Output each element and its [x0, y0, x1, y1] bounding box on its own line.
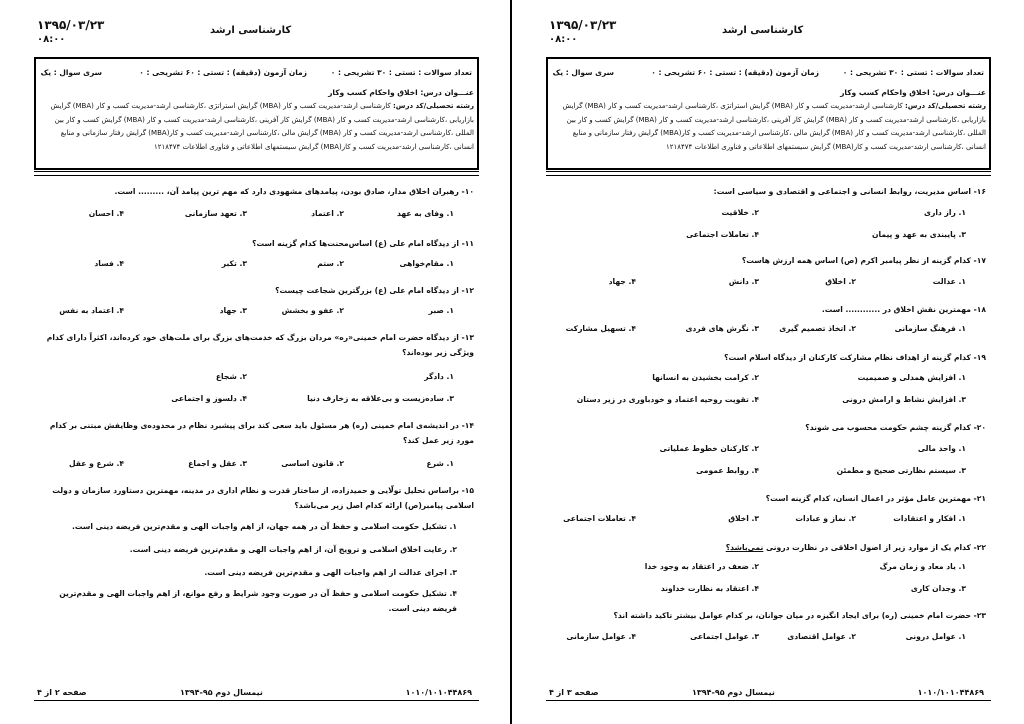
option[interactable]: ۲. عوامل اقتصادی — [787, 632, 856, 641]
option[interactable]: ۲. کارکنان خطوط عملیاتی — [659, 444, 759, 453]
question-18: ۱۸- مهمترین نقش اخلاق در ............ است. — [821, 305, 986, 314]
field-label: رشته تحصیلی/کد درس: — [392, 102, 474, 110]
question-10: ۱۰- رهبران اخلاق مدار، صادق بودن، پیامدهای مشهودی دارد که مهم ترین پیامد آن، ......... است. — [114, 187, 474, 196]
option[interactable]: ۲. خلاقیت — [721, 208, 759, 217]
field-of-study — [556, 100, 986, 154]
option[interactable]: ۱. فرهنگ سازمانی — [894, 324, 966, 333]
option[interactable]: ۳. دانش — [728, 277, 759, 286]
option[interactable]: ۱. دادگر — [424, 372, 454, 381]
field-value: کارشناسی ارشد-مدیریت کسب و کار (MBA) گرایش استراتژی ،کارشناسی ارشد-مدیریت کسب و کار (MBA) گرایش بازاریابی ،کارشناسی ارشد-مدیریت کسب و کار (MBA) گرایش کار آفرینی ،کارشناسی ارشد-مدیریت کسب و کار (MBA) گرایش کسب و کار بین المللی ،کارشناسی ارشد-مدیریت کسب و کار (MBA) گرایش مالی ،کارشناسی ارشد-مدیریت کسب و کار(MBA) گرایش رفتار سازمانی و منابع انسانی ،کارشناسی ارشد-مدیریت کسب و کار(MBA) گرایش سیستمهای اطلاعاتی و فناوری اطلاعات ۱۲۱۸۴۷۴ — [50, 102, 474, 151]
option[interactable]: ۲. شجاع — [215, 372, 247, 381]
option[interactable]: ۳. افزایش نشاط و ارامش درونی — [842, 395, 966, 404]
question-17: ۱۷- کدام گزینه از نظر پیامبر اکرم (ص) اساس همه ارزش هاست؟ — [741, 256, 986, 265]
option[interactable]: ۳. تعهد سازمانی — [184, 209, 247, 218]
exam-date: ۱۳۹۵/۰۳/۲۳ — [37, 18, 105, 32]
option[interactable]: ۱. افزایش همدلی و صمیمیت — [857, 373, 966, 382]
option[interactable]: ۴. روابط عمومی — [696, 466, 759, 475]
question-11: ۱۱- از دیدگاه امام علی (ع) اساس‌محنت‌ها کدام گزینه است؟ — [252, 239, 474, 248]
option[interactable]: ۴. تسهیل مشارکت — [565, 324, 636, 333]
exam-type: کارشناسی ارشد — [722, 25, 804, 36]
series — [553, 68, 614, 77]
option[interactable]: ۲. رعایت اخلاق اسلامی و ترویج آن، از اهم واجبات الهی و مقدم‌ترین فریضه دینی است. — [129, 545, 457, 554]
option[interactable]: ۱. تشکیل حکومت اسلامی و حفظ آن در همه جهان، از اهم واجبات الهی و مقدم‌ترین فریضه دینی است. — [72, 522, 457, 531]
series-value: یک — [552, 68, 564, 77]
question-19: ۱۹- کدام گزینه از اهداف نظام مشارکت کارکنان از دیدگاه اسلام است؟ — [724, 353, 986, 362]
question-count: تعداد سوالات : تستی : ۳۰ تشریحی : ۰ — [842, 68, 984, 77]
option[interactable]: ۳. نگرش های فردی — [685, 324, 759, 333]
option[interactable]: ۱. عوامل درونی — [905, 632, 966, 641]
separator — [546, 171, 991, 176]
exam-time: زمان آزمون (دقیقه) : تستی : ۶۰ تشریحی : ۰ — [139, 68, 307, 77]
footer-rule — [34, 700, 479, 701]
course-label: عنـــوان درس: — [932, 88, 986, 97]
field-label: رشته تحصیلی/کد درس: — [904, 102, 986, 110]
option[interactable]: ۱. شرع — [426, 459, 454, 468]
barcode: ۱۰۱۰/۱۰۱۰۴۴۸۶۹ — [405, 688, 472, 697]
question-16: ۱۶- اساس مدیریت، روابط انسانی و اجتماعی و اقتصادی و سیاسی است: — [713, 187, 986, 196]
series-label: سری سوال : — [53, 68, 102, 77]
question-14: ۱۴- در اندیشه‌ی امام خمینی (ره) هر مسئول باید سعی کند برای پیشبرد نظام در محدوده‌ی وظایفش مبتنی بر کدام مورد زیر عمل کند؟ — [49, 421, 474, 445]
option[interactable]: ۴. تعاملات اجتماعی — [686, 230, 759, 239]
course-title — [840, 88, 986, 97]
option[interactable]: ۳. ساده‌زیست و بی‌علاقه به زخارف دنیا — [307, 394, 454, 403]
option[interactable]: ۴. تشکیل حکومت اسلامی و حفظ آن در صورت وجود شرایط و رفع موانع، از اهم واجبات الهی و مقدم‌ترین فریضه دینی است. — [59, 589, 457, 613]
option[interactable]: ۲. نماز و عبادات — [795, 514, 856, 523]
option[interactable]: ۴. شرع و عقل — [69, 459, 124, 468]
course-value: اخلاق واحکام کسب وکار — [840, 88, 930, 97]
option[interactable]: ۳. عوامل اجتماعی — [690, 632, 759, 641]
option[interactable]: ۲. عفو و بخشش — [281, 306, 344, 315]
exam-time-code: ۰۸:۰۰ — [549, 34, 578, 45]
option[interactable]: ۲. ضعف در اعتقاد به وجود خدا — [644, 562, 759, 571]
series-label: سری سوال : — [565, 68, 614, 77]
footer-rule — [546, 700, 991, 701]
question-15: ۱۵- براساس تحلیل تولّایی و حمیدزاده، از ساختار قدرت و نظام اداری در مدینه، مهمترین دستاورد سازمان و دولت اسلامی پیامبر(ص) ارائه کدام اصل زیر می‌باشد؟ — [52, 486, 474, 510]
field-value: کارشناسی ارشد-مدیریت کسب و کار (MBA) گرایش استراتژی ،کارشناسی ارشد-مدیریت کسب و کار (MBA) گرایش بازاریابی ،کارشناسی ارشد-مدیریت کسب و کار (MBA) گرایش کار آفرینی ،کارشناسی ارشد-مدیریت کسب و کار (MBA) گرایش کسب و کار بین المللی ،کارشناسی ارشد-مدیریت کسب و کار (MBA) گرایش مالی ،کارشناسی ارشد-مدیریت کسب و کار(MBA) گرایش رفتار سازمانی و منابع انسانی ،کارشناسی ارشد-مدیریت کسب و کار(MBA) گرایش سیستمهای اطلاعاتی و فناوری اطلاعات ۱۲۱۸۴۷۴ — [562, 102, 986, 151]
exam-page-right — [512, 0, 1024, 724]
question-23: ۲۳- حضرت امام خمینی (ره) برای ایجاد انگیزه در میان جوانان، بر کدام عوامل بیشتر تاکید داشته اند؟ — [613, 611, 986, 620]
option[interactable]: ۳. سیستم نظارتی صحیح و مطمئن — [836, 466, 966, 475]
option[interactable]: ۴. اعتقاد به نظارت خداوند — [660, 584, 759, 593]
option[interactable]: ۳. اجرای عدالت از اهم واجبات الهی و مقدم‌ترین فریضه دینی است. — [204, 568, 457, 577]
exam-time-code: ۰۸:۰۰ — [37, 34, 66, 45]
exam-time: زمان آزمون (دقیقه) : تستی : ۶۰ تشریحی : ۰ — [651, 68, 819, 77]
question-21: ۲۱- مهمترین عامل مؤثر در اعمال انسان، کدام گزینه است؟ — [765, 494, 986, 503]
option[interactable]: ۳. عقل و اجماع — [188, 459, 247, 468]
question-20: ۲۰- کدام گزینه چشم حکومت محسوب می شوند؟ — [805, 423, 986, 432]
option[interactable]: ۳. اخلاق — [728, 514, 759, 523]
option[interactable]: ۱. عدالت — [932, 277, 966, 286]
option[interactable]: ۴. دلسوز و اجتماعی — [171, 394, 247, 403]
semester: نیمسال دوم ۹۵-۱۳۹۴ — [180, 688, 263, 697]
option[interactable]: ۲. اعتماد — [311, 209, 344, 218]
page-number: صفحه ۲ از ۴ — [37, 688, 87, 697]
option[interactable]: ۱. وفای به عهد — [396, 209, 454, 218]
option[interactable]: ۱. راز داری — [924, 208, 966, 217]
option[interactable]: ۴. عوامل سازمانی — [566, 632, 636, 641]
question-22-stem: ۲۲- کدام یک از موارد زیر از اصول اخلاقی در نظارت درونی — [765, 543, 986, 552]
option[interactable]: ۳. وجدان کاری — [910, 584, 966, 593]
option[interactable]: ۱. صبر — [428, 306, 454, 315]
option[interactable]: ۴. اعتماد به نفس — [59, 306, 124, 315]
option[interactable]: ۱. افکار و اعتقادات — [893, 514, 966, 523]
question-12: ۱۲- از دیدگاه امام علی (ع) بزرگترین شجاعت چیست؟ — [275, 286, 474, 295]
series-value: یک — [40, 68, 52, 77]
option[interactable]: ۴. احسان — [88, 209, 124, 218]
option[interactable]: ۱. واحد مالی — [917, 444, 966, 453]
separator — [34, 171, 479, 176]
page-number: صفحه ۳ از ۴ — [549, 688, 599, 697]
option[interactable]: ۲. کرامت بخشیدن به انسانها — [652, 373, 759, 382]
option[interactable]: ۳. پایبندی به عهد و پیمان — [872, 230, 966, 239]
option[interactable]: ۳. تکبر — [221, 259, 247, 268]
option[interactable]: ۲. قانون اساسی — [281, 459, 344, 468]
question-count: تعداد سوالات : تستی : ۳۰ تشریحی : ۰ — [330, 68, 472, 77]
option[interactable]: ۱. مقام‌خواهی — [399, 259, 454, 268]
option[interactable]: ۴. فساد — [94, 259, 124, 268]
question-22 — [546, 540, 986, 555]
field-of-study — [44, 100, 474, 154]
option[interactable]: ۲. اخلاق — [825, 277, 856, 286]
option[interactable]: ۴. جهاد — [608, 277, 636, 286]
question-22-emphasis: نمی‌باشد؟ — [725, 543, 764, 552]
option[interactable]: ۲. ستم — [317, 259, 344, 268]
option[interactable]: ۴. تقویت روحیه اعتماد و خودباوری در زیر دستان — [576, 395, 759, 404]
course-value: اخلاق واحکام کسب وکار — [328, 88, 418, 97]
course-title — [328, 88, 474, 97]
option[interactable]: ۱. یاد معاد و زمان مرگ — [879, 562, 966, 571]
series — [41, 68, 102, 77]
course-label: عنـــوان درس: — [420, 88, 474, 97]
barcode: ۱۰۱۰/۱۰۱۰۴۴۸۶۹ — [917, 688, 984, 697]
exam-type: کارشناسی ارشد — [210, 25, 292, 36]
option[interactable]: ۲. اتخاذ تصمیم گیری — [779, 324, 856, 333]
option[interactable]: ۳. جهاد — [219, 306, 247, 315]
semester: نیمسال دوم ۹۵-۱۳۹۴ — [692, 688, 775, 697]
question-13: ۱۳- از دیدگاه حضرت امام خمینی«ره» مردان بزرگ که خدمت‌های بزرگ برای ملت‌های خود کرده‌اند، اکثراً دارای کدام ویژگی زیر بوده‌اند؟ — [46, 333, 474, 357]
exam-date: ۱۳۹۵/۰۳/۲۳ — [549, 18, 617, 32]
option[interactable]: ۴. تعاملات اجتماعی — [563, 514, 636, 523]
